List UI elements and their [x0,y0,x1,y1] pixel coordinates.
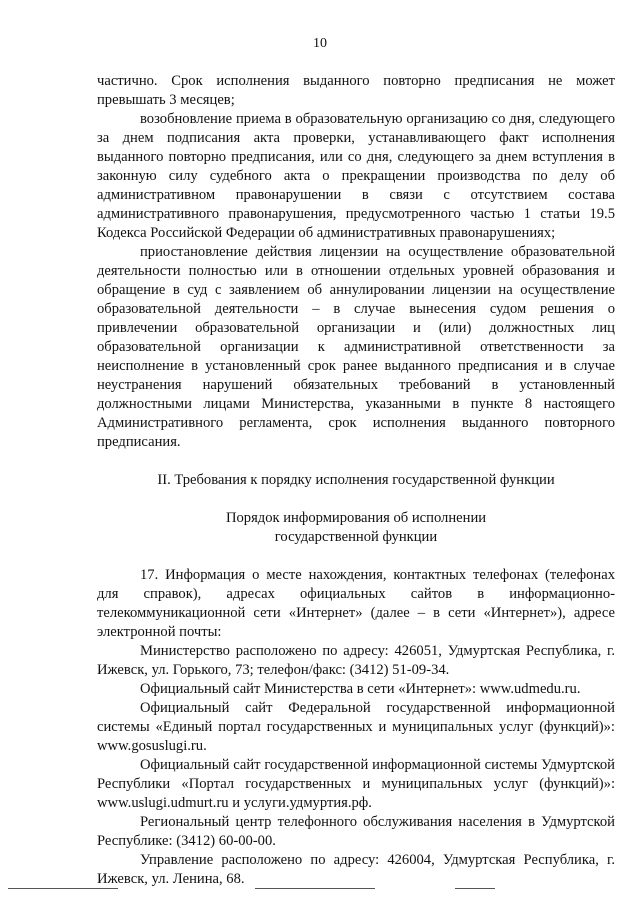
paragraph-ministry-address: Министерство расположено по адресу: 426051, Удмуртская Республика, г. Ижевск, ул. Горького, 73; телефон/факс: (3412) 51-09-34. [97,643,615,678]
subheading-line-2: государственной функции [274,529,438,545]
paragraph-license-suspension: приостановление действия лицензии на осуществление образовательной деятельности полностью или в отношении отдельных уровней образования и обращение в суд с заявлением об аннулировании лицензии на осуществление образовательной деятельности – в случае вынесения судом решения о привлечении образовательной организации и (или) должностных лиц образовательной организации к административной ответственности за неисполнение в установленный срок ранее выданного предписания и в случае неустранения нарушений обязательных требований в установленный должностными лицами Министерства, указанными в пункте 8 настоящего Административного регламента, срок исполнения выданного повторного предписания. [97,244,615,450]
paragraph-regional-portal: Официальный сайт государственной информационной системы Удмуртской Республики «Портал государственных и муниципальных услуг (функций)»: www.uslugi.udmurt.ru и услуги.удмуртия.рф. [97,757,615,811]
scan-mark-right [455,888,495,889]
paragraph-ministry-site: Официальный сайт Министерства в сети «Интернет»: www.udmedu.ru. [140,681,581,697]
scan-mark-center [255,888,375,889]
paragraph-item-17: 17. Информация о месте нахождения, контактных телефонах (телефонах для справок), адресах официальных сайтов в информационно-телекоммуникационной сети «Интернет» (далее – в сети «Интернет»), адресе электронной почты: [97,567,615,640]
subheading-line-1: Порядок информирования об исполнении [225,510,487,526]
paragraph-department-address: Управление расположено по адресу: 426004, Удмуртская Республика, г. Ижевск, ул. Ленина, 68. [97,852,615,887]
page-number: 10 [313,36,327,51]
subheading [97,509,615,547]
paragraph-federal-portal: Официальный сайт Федеральной государственной информационной системы «Единый портал государственных и муниципальных услуг (функций)»: www.gosuslugi.ru. [97,700,615,754]
document-body [97,72,615,889]
paragraph-resume-admission: возобновление приема в образовательную организацию со дня, следующего за днем подписания акта проверки, устанавливающего факт исполнения выданного повторно предписания, или со дня, следующего за днем вступления в законную силу судебного акта о прекращении производства по делу об административном правонарушении в связи с отсутствием состава административного правонарушения, предусмотренного частью 1 статьи 19.5 Кодекса Российской Федерации об административных правонарушениях; [97,111,615,241]
paragraph-continuation: частично. Срок исполнения выданного повторно предписания не может превышать 3 месяцев; [97,73,615,108]
paragraph-call-center: Региональный центр телефонного обслуживания населения в Удмуртской Республике: (3412) 60-00-00. [97,814,615,849]
section-heading: II. Требования к порядку исполнения государственной функции [157,472,555,488]
scan-mark-left [8,888,118,889]
